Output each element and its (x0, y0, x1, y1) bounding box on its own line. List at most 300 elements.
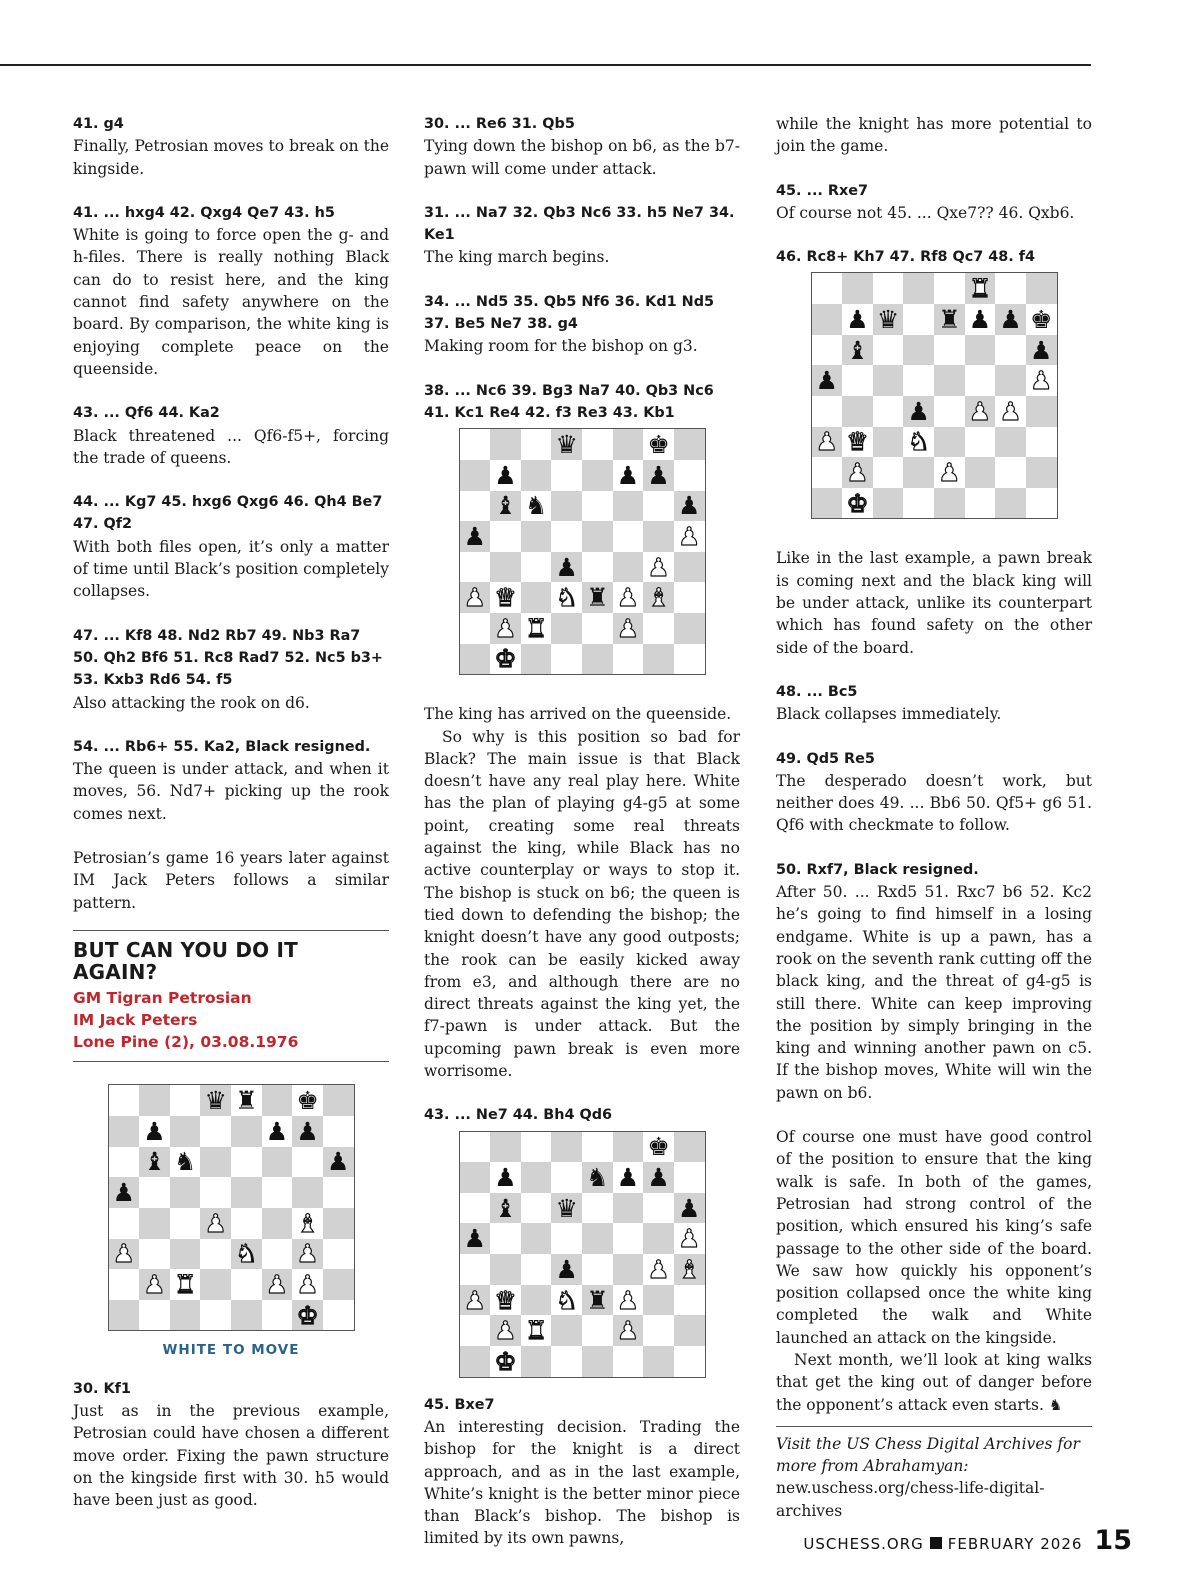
board-square (262, 1085, 293, 1116)
board-square (262, 1177, 293, 1208)
board-square (965, 304, 996, 335)
black-queen-icon: ♛ (555, 430, 578, 460)
board-square (1026, 457, 1057, 488)
board-square (965, 273, 996, 304)
board-square (490, 1315, 521, 1346)
board-square (934, 427, 965, 458)
board-square (674, 1315, 705, 1346)
board-square (582, 1254, 613, 1285)
paragraph: The king has arrived on the queenside. (424, 705, 732, 724)
black-pawn-icon: ♟ (815, 366, 839, 396)
board-square (460, 491, 491, 522)
board-square (551, 521, 582, 552)
white-knight-icon: ♞ (555, 1285, 578, 1315)
board-square (231, 1116, 262, 1147)
board-square (812, 365, 843, 396)
white-rook-icon: ♜ (173, 1269, 197, 1299)
white-pawn-icon: ♟ (265, 1269, 289, 1299)
board-square (613, 1315, 644, 1346)
white-pawn-icon: ♟ (677, 1224, 701, 1254)
board-square (551, 1285, 582, 1316)
annotation-text: The king march begins. (424, 248, 610, 267)
board-square (1026, 365, 1057, 396)
annotation-text: Finally, Petrosian moves to break on the kingside. (73, 137, 389, 178)
board-square (490, 613, 521, 644)
annotation-text: Just as in the previous example, Petrosian could have chosen a different move order. Fixing the pawn structure on the kingside first with 30. h5 would have been just as good. (73, 1401, 389, 1510)
board-square (231, 1147, 262, 1178)
board-square (643, 1315, 674, 1346)
annotation-text: Tying down the bishop on b6, as the b7-pawn will come under attack. (424, 137, 740, 178)
board-square (674, 582, 705, 613)
board-square (490, 1132, 521, 1163)
board-square (965, 396, 996, 427)
move-heading: 44. ... Kg7 45. hxg6 Qxg6 46. Qh4 Be7 47. Qf2 (73, 494, 383, 533)
move-heading: 45. Bxe7 (424, 1396, 495, 1413)
board-square (200, 1269, 231, 1300)
section-title: BUT CAN YOU DO IT AGAIN? (73, 937, 298, 985)
board-square (613, 491, 644, 522)
board-square (873, 304, 904, 335)
white-king-icon: ♚ (846, 488, 869, 518)
board-square (231, 1177, 262, 1208)
board-square (995, 427, 1026, 458)
board-square (903, 457, 934, 488)
board-square (1026, 396, 1057, 427)
board-square (490, 644, 521, 675)
board-square (643, 491, 674, 522)
board-square (200, 1208, 231, 1239)
board-square (934, 335, 965, 366)
board-square (460, 1193, 491, 1224)
white-pawn-icon: ♟ (677, 521, 701, 551)
black-pawn-icon: ♟ (647, 460, 670, 490)
board-square (231, 1239, 262, 1270)
board-square (490, 1223, 521, 1254)
annotation-text: White is going to force open the g- and h-files. There is really nothing Black can do to resist here, and the king cannot find safety anywhere on the board. By comparison, the white king is enjoying complete peace on the queenside. (73, 226, 389, 378)
board-square (842, 304, 873, 335)
board-square (613, 582, 644, 613)
board-square (1026, 427, 1057, 458)
board-square (903, 488, 934, 519)
board-square (139, 1300, 170, 1331)
board-square (842, 365, 873, 396)
board-square (109, 1300, 140, 1331)
white-pawn-icon: ♟ (846, 458, 869, 488)
black-pawn-icon: ♟ (907, 396, 930, 426)
board-square (674, 552, 705, 583)
black-pawn-icon: ♟ (494, 460, 517, 490)
board-square (521, 552, 552, 583)
diagram-caption: WHITE TO MOVE (162, 1342, 300, 1359)
annotation-text: Of course not 45. ... Qxe7?? 46. Qxb6. (776, 203, 1075, 222)
board-square (903, 396, 934, 427)
board-square (613, 1193, 644, 1224)
board-square (521, 1285, 552, 1316)
white-knight-icon: ♞ (907, 427, 930, 457)
annotation-text: An interesting decision. Trading the bishop for the knight is a direct approach, and as in the last example, White’s knight is the better minor piece than Black’s bishop. The bishop is limited by its own pawns, (424, 1417, 740, 1548)
board-square (490, 491, 521, 522)
move-heading: 47. ... Kf8 48. Nd2 Rb7 49. Nb3 Ra7 50. Qh2 Bf6 51. Rc8 Rad7 52. Nc5 b3+ 53. Kxb3 Rd6 54. f5 (73, 627, 383, 689)
board-square (582, 552, 613, 583)
black-pawn-icon: ♟ (463, 1224, 487, 1254)
board-square (1026, 488, 1057, 519)
paragraph-text: Next month, we’ll look at king walks that get the king out of danger before the opponent’s attack even starts. (776, 1350, 1092, 1414)
black-pawn-icon: ♟ (555, 1254, 578, 1284)
white-pawn-icon: ♟ (112, 1239, 136, 1269)
board-square (873, 273, 904, 304)
board-square (200, 1116, 231, 1147)
black-pawn-icon: ♟ (968, 304, 992, 334)
board-square (613, 552, 644, 583)
board-square (170, 1085, 201, 1116)
board-square (292, 1269, 323, 1300)
black-bishop-icon: ♝ (494, 1193, 517, 1223)
move-heading: 43. ... Ne7 44. Bh4 Qd6 (424, 1107, 613, 1124)
white-king-icon: ♚ (296, 1300, 319, 1330)
white-pawn-icon: ♟ (647, 1254, 670, 1284)
board-square (995, 457, 1026, 488)
board-square (139, 1085, 170, 1116)
board-square (292, 1208, 323, 1239)
board-square (170, 1177, 201, 1208)
move-heading: 30. Kf1 (73, 1380, 131, 1397)
white-pawn-icon: ♟ (616, 613, 640, 643)
board-square (521, 1223, 552, 1254)
board-square (521, 644, 552, 675)
board-square (323, 1085, 354, 1116)
white-pawn-icon: ♟ (463, 583, 487, 613)
board-square (521, 1162, 552, 1193)
black-bishop-icon: ♝ (143, 1147, 166, 1177)
white-pawn-icon: ♟ (1029, 366, 1053, 396)
board-square (460, 460, 491, 491)
annotation-text: Like in the last example, a pawn break is coming next and the black king will be under attack, unlike its counterpart which has found safety on the other side of the board. (776, 549, 1092, 657)
board-square (323, 1177, 354, 1208)
move-heading: 38. ... Nc6 39. Bg3 Na7 40. Qb3 Nc6 41. Kc1 Re4 42. f3 Re3 43. Kb1 (424, 382, 714, 421)
board-square (292, 1085, 323, 1116)
page-footer (803, 1525, 1132, 1556)
board-square (582, 1285, 613, 1316)
board-square (995, 396, 1026, 427)
board-square (613, 644, 644, 675)
board-square (551, 460, 582, 491)
white-pawn-icon: ♟ (494, 613, 517, 643)
black-pawn-icon: ♟ (846, 304, 869, 334)
black-pawn-icon: ♟ (494, 1163, 517, 1193)
board-square (139, 1208, 170, 1239)
board-square (490, 1162, 521, 1193)
move-heading: 31. ... Na7 32. Qb3 Nc6 33. h5 Ne7 34. Ke1 (424, 204, 735, 244)
board-square (460, 1285, 491, 1316)
board-square (521, 582, 552, 613)
board-square (995, 365, 1026, 396)
chess-diagram-4 (811, 272, 1058, 519)
board-square (323, 1147, 354, 1178)
board-square (460, 613, 491, 644)
board-square (995, 335, 1026, 366)
board-square (109, 1269, 140, 1300)
board-square (460, 1223, 491, 1254)
annotation-text: while the knight has more potential to join the game. (776, 115, 1092, 156)
white-pawn-icon: ♟ (616, 583, 640, 613)
board-square (934, 273, 965, 304)
event-line: Lone Pine (2), 03.08.1976 (73, 1033, 299, 1052)
board-square (460, 521, 491, 552)
board-square (460, 429, 491, 460)
board-square (812, 273, 843, 304)
annotation-text: Black collapses immediately. (776, 705, 1002, 724)
board-square (139, 1239, 170, 1270)
board-square (903, 427, 934, 458)
board-square (995, 304, 1026, 335)
black-queen-icon: ♛ (204, 1086, 227, 1116)
board-square (903, 273, 934, 304)
board-square (934, 457, 965, 488)
white-pawn-icon: ♟ (616, 1285, 640, 1315)
board-square (582, 582, 613, 613)
black-pawn-icon: ♟ (296, 1116, 319, 1146)
board-square (674, 1162, 705, 1193)
board-square (490, 1346, 521, 1377)
board-square (873, 396, 904, 427)
black-pawn-icon: ♟ (616, 1163, 640, 1193)
board-square (842, 488, 873, 519)
board-square (170, 1269, 201, 1300)
white-king-icon: ♚ (494, 1346, 517, 1376)
game-header (73, 930, 389, 1062)
board-square (842, 457, 873, 488)
board-square (521, 1346, 552, 1377)
black-pawn-icon: ♟ (265, 1116, 289, 1146)
board-square (323, 1300, 354, 1331)
white-player: GM Tigran Petrosian (73, 988, 252, 1007)
black-pawn-icon: ♟ (999, 304, 1022, 334)
archive-url[interactable]: new.uschess.org/chess-life-digital-archives (776, 1479, 1045, 1520)
board-square (200, 1239, 231, 1270)
board-square (262, 1147, 293, 1178)
board-square (521, 460, 552, 491)
board-square (551, 491, 582, 522)
site-name[interactable]: USCHESS.ORG (803, 1535, 924, 1553)
board-square (674, 1132, 705, 1163)
move-heading: 43. ... Qf6 44. Ka2 (73, 405, 220, 422)
column-2 (424, 113, 740, 1572)
white-queen-icon: ♛ (846, 427, 869, 457)
column-1 (73, 113, 389, 1533)
white-pawn-icon: ♟ (494, 1316, 517, 1346)
board-square (551, 429, 582, 460)
board-square (490, 1254, 521, 1285)
board-square (521, 521, 552, 552)
board-square (582, 644, 613, 675)
board-square (582, 1223, 613, 1254)
board-square (643, 1254, 674, 1285)
board-square (521, 1132, 552, 1163)
board-square (1026, 273, 1057, 304)
board-square (582, 429, 613, 460)
board-square (231, 1300, 262, 1331)
board-square (460, 1132, 491, 1163)
board-square (460, 1346, 491, 1377)
archive-note-text: Visit the US Chess Digital Archives for more from Abrahamyan: (776, 1434, 1080, 1476)
board-square (613, 460, 644, 491)
board-square (292, 1177, 323, 1208)
column-3 (776, 113, 1092, 1522)
board-square (170, 1239, 201, 1270)
board-square (812, 488, 843, 519)
paragraph (776, 1349, 1092, 1416)
board-square (965, 427, 996, 458)
black-king-icon: ♚ (1029, 304, 1053, 334)
board-square (582, 1162, 613, 1193)
board-square (582, 1193, 613, 1224)
board-square (643, 613, 674, 644)
board-square (521, 1315, 552, 1346)
paragraph: Of course one must have good control of the position to ensure that the king walk is safe. In both of the games, Petrosian had strong control of the position, which ensured his king’s safe passage to the other side of the board. We saw how quickly his opponent’s position collapsed once the white king completed the walk and White launched an attack on the kingside. (776, 1128, 1092, 1347)
board-square (551, 644, 582, 675)
board-square (139, 1177, 170, 1208)
board-square (812, 396, 843, 427)
board-square (812, 304, 843, 335)
board-square (109, 1085, 140, 1116)
board-square (613, 521, 644, 552)
board-square (842, 335, 873, 366)
board-square (674, 1223, 705, 1254)
white-pawn-icon: ♟ (463, 1285, 487, 1315)
board-square (613, 1254, 644, 1285)
board-square (323, 1269, 354, 1300)
board-square (323, 1208, 354, 1239)
black-bishop-icon: ♝ (846, 335, 869, 365)
move-heading: 41. ... hxg4 42. Qxg4 Qe7 43. h5 (73, 204, 335, 221)
board-square (170, 1300, 201, 1331)
move-heading: 46. Rc8+ Kh7 47. Rf8 Qc7 48. f4 (776, 249, 1036, 266)
move-heading: 50. Rxf7, Black resigned. (776, 861, 979, 878)
header-rule (0, 64, 1091, 66)
board-square (674, 613, 705, 644)
board-square (674, 460, 705, 491)
board-square (674, 491, 705, 522)
board-square (231, 1085, 262, 1116)
board-square (842, 427, 873, 458)
white-king-icon: ♚ (494, 644, 517, 674)
board-square (812, 427, 843, 458)
annotation-text: With both files open, it’s only a matter of time until Black’s position completely collapses. (73, 537, 389, 601)
board-square (200, 1177, 231, 1208)
board-square (460, 1315, 491, 1346)
annotation-text: Making room for the bishop on g3. (424, 337, 698, 356)
black-knight-icon: ♞ (524, 491, 548, 521)
chess-diagram-3 (459, 1131, 706, 1378)
board-square (323, 1239, 354, 1270)
board-square (643, 429, 674, 460)
white-pawn-icon: ♟ (296, 1239, 319, 1269)
board-square (262, 1300, 293, 1331)
board-square (292, 1116, 323, 1147)
black-pawn-icon: ♟ (112, 1178, 136, 1208)
annotation-text: The desperado doesn’t work, but neither does 49. ... Bb6 50. Qf5+ g6 51. Qf6 with checkmate to follow. (776, 771, 1092, 835)
black-queen-icon: ♛ (876, 304, 900, 334)
board-square (934, 365, 965, 396)
board-square (965, 488, 996, 519)
white-pawn-icon: ♟ (938, 458, 961, 488)
board-square (139, 1116, 170, 1147)
board-square (613, 1285, 644, 1316)
board-square (643, 1193, 674, 1224)
board-square (551, 613, 582, 644)
board-square (643, 1285, 674, 1316)
white-pawn-icon: ♟ (616, 1316, 640, 1346)
white-queen-icon: ♛ (494, 583, 517, 613)
board-square (674, 1285, 705, 1316)
white-pawn-icon: ♟ (968, 396, 992, 426)
board-square (582, 1132, 613, 1163)
board-square (490, 460, 521, 491)
board-square (582, 460, 613, 491)
black-rook-icon: ♜ (938, 304, 961, 334)
board-square (292, 1147, 323, 1178)
board-square (643, 1162, 674, 1193)
white-rook-icon: ♜ (968, 274, 992, 304)
board-square (292, 1300, 323, 1331)
chess-diagram-2 (459, 428, 706, 675)
board-square (109, 1239, 140, 1270)
board-square (551, 1132, 582, 1163)
move-heading: 48. ... Bc5 (776, 683, 858, 700)
board-square (200, 1147, 231, 1178)
board-square (674, 644, 705, 675)
black-knight-icon: ♞ (173, 1147, 197, 1177)
board-square (551, 1315, 582, 1346)
black-pawn-icon: ♟ (677, 1193, 701, 1223)
board-square (812, 457, 843, 488)
board-square (551, 1346, 582, 1377)
board-square (551, 1193, 582, 1224)
board-square (551, 582, 582, 613)
board-square (643, 1346, 674, 1377)
board-square (521, 491, 552, 522)
board-square (674, 1193, 705, 1224)
black-knight-icon: ♞ (586, 1163, 609, 1193)
board-square (1026, 335, 1057, 366)
board-square (262, 1269, 293, 1300)
board-square (613, 1223, 644, 1254)
white-rook-icon: ♜ (524, 613, 548, 643)
black-king-icon: ♚ (647, 430, 670, 460)
board-square (323, 1116, 354, 1147)
board-square (551, 1162, 582, 1193)
archive-note (776, 1426, 1092, 1522)
board-square (582, 491, 613, 522)
board-square (903, 304, 934, 335)
board-square (934, 396, 965, 427)
board-square (460, 1254, 491, 1285)
move-heading: 49. Qd5 Re5 (776, 750, 875, 767)
move-heading: 41. g4 (73, 116, 124, 132)
annotation-text: After 50. ... Rxd5 51. Rxc7 b6 52. Kc2 he’s going to find himself in a losing endgame. White is up a pawn, has a rook on the seventh rank cutting off the black king, and the threat of g4-g5 is still there. White can keep improving the position by simply bringing in the king and winning another pawn on c5. If the bishop moves, White will win the pawn on b6. (776, 883, 1092, 1102)
board-square (109, 1177, 140, 1208)
board-square (873, 427, 904, 458)
board-square (170, 1147, 201, 1178)
black-rook-icon: ♜ (586, 583, 609, 613)
board-square (490, 1193, 521, 1224)
black-pawn-icon: ♟ (463, 521, 487, 551)
black-pawn-icon: ♟ (326, 1147, 350, 1177)
paragraph: So why is this position so bad for Black? The main issue is that Black doesn’t have any real play here. White has the plan of playing g4-g5 at some point, creating some real threats against the king, while Black has no active counterplay or ways to stop it. The bishop is stuck on b6; the queen is tied down to defending the bishop; the knight doesn’t have any good outposts; the rook can be easily kicked away from e3, and although there are no direct threats against the king yet, the f7-pawn is under attack. But the upcoming pawn break is even more worrisome. (424, 727, 740, 1081)
board-square (521, 1193, 552, 1224)
black-king-icon: ♚ (296, 1086, 319, 1116)
white-rook-icon: ♜ (524, 1316, 548, 1346)
